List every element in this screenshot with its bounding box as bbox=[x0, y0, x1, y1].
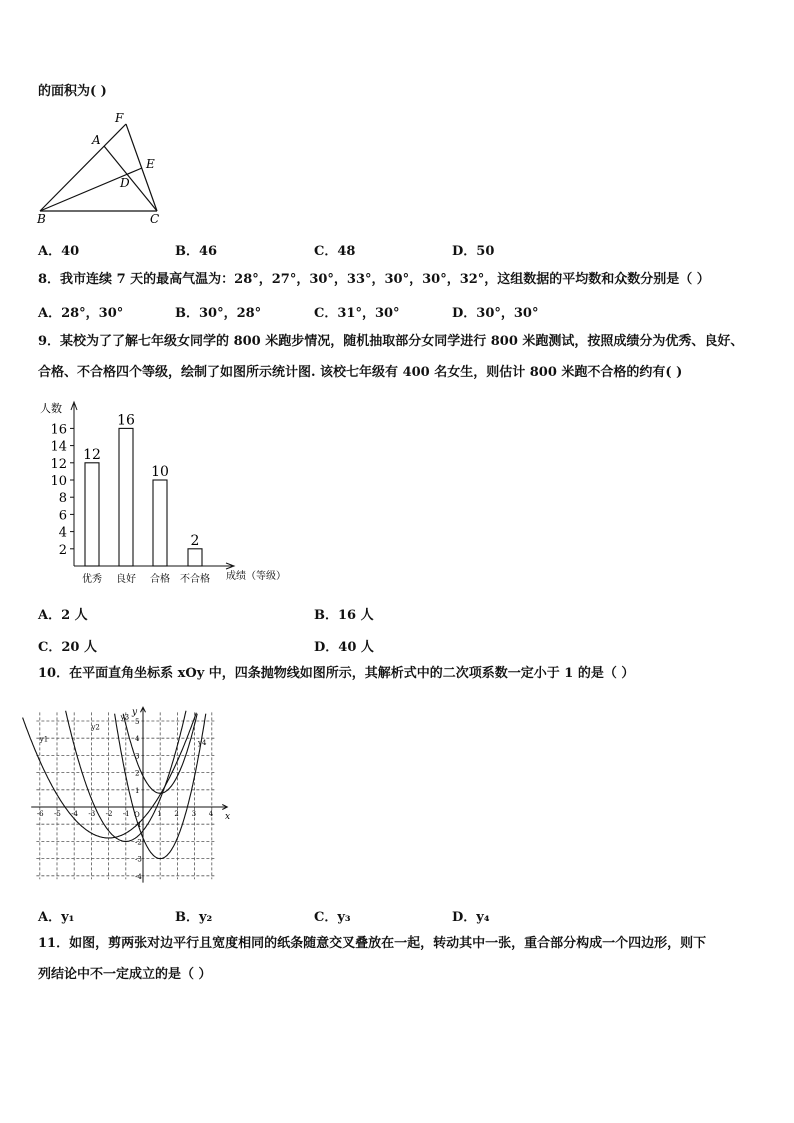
y-tick-label: -2 bbox=[135, 838, 142, 847]
label-A: A bbox=[92, 133, 101, 147]
q9-option-a[interactable]: A．2 人 bbox=[38, 608, 88, 623]
x-tick-label: -1 bbox=[122, 810, 130, 818]
q7-option-b[interactable]: B．46 bbox=[175, 244, 218, 259]
q9-bar-chart bbox=[38, 398, 298, 593]
q10-stem: 10．在平面直角坐标系 xOy 中，四条抛物线如图所示，其解析式中的二次项系数一定小于 1 的是（ ） bbox=[38, 666, 635, 681]
x-tick-label: -2 bbox=[105, 810, 113, 818]
q7-option-a[interactable]: A．40 bbox=[38, 244, 80, 259]
chart-y-tick-label: 14 bbox=[50, 439, 67, 455]
parabola-y1 bbox=[23, 713, 197, 838]
q8-option-b[interactable]: B．30°，28° bbox=[175, 306, 262, 321]
x-tick-label: 4 bbox=[208, 810, 214, 818]
chart-y-tick-label: 4 bbox=[58, 525, 67, 541]
y-tick-label: 3 bbox=[135, 752, 140, 761]
chart-ylabel: 人数 bbox=[40, 402, 62, 415]
y-tick-label: 5 bbox=[135, 718, 140, 726]
q7-triangle-figure bbox=[30, 108, 170, 228]
x-tick-label: -6 bbox=[36, 810, 44, 818]
chart-data-label: 10 bbox=[151, 464, 169, 480]
y-tick-label: 2 bbox=[135, 769, 140, 778]
q8-option-a[interactable]: A．28°，30° bbox=[38, 306, 124, 321]
q9-option-b[interactable]: B．16 人 bbox=[314, 608, 374, 623]
q9-stem-line2: 合格、不合格四个等级，绘制了如图所示统计图. 该校七年级有 400 名女生，则估计 800 米跑不合格的约有( ) bbox=[38, 365, 683, 380]
q11-stem-line1: 11．如图，剪两张对边平行且宽度相同的纸条随意交叉叠放在一起，转动其中一张，重合部分构成一个四边形，则下 bbox=[38, 936, 707, 951]
chart-y-tick-label: 10 bbox=[50, 474, 67, 489]
q7-option-c[interactable]: C．48 bbox=[314, 244, 356, 259]
q9-stem-line1: 9．某校为了了解七年级女同学的 800 米跑步情况，随机抽取部分女同学进行 800 米跑测试，按照成绩分为优秀、良好、 bbox=[38, 334, 744, 349]
curve-label-y3: y3 bbox=[120, 713, 130, 722]
chart-y-tick-label: 16 bbox=[50, 422, 67, 438]
y-tick-label: -4 bbox=[135, 872, 142, 881]
q10-option-c[interactable]: C．y₃ bbox=[314, 910, 351, 925]
q7-option-d[interactable]: D．50 bbox=[452, 244, 495, 259]
chart-xlabel: 成绩（等级） bbox=[226, 571, 286, 582]
chart-data-label: 2 bbox=[190, 532, 200, 549]
chart-bar bbox=[153, 480, 167, 566]
line-AC bbox=[104, 146, 157, 211]
q8-stem: 8．我市连续 7 天的最高气温为：28°，27°，30°，33°，30°，30°，32°，这组数据的平均数和众数分别是（ ） bbox=[38, 272, 710, 287]
chart-category-label: 优秀 bbox=[82, 574, 102, 585]
chart-y-tick-label: 8 bbox=[58, 491, 67, 507]
origin-label: O bbox=[134, 811, 140, 819]
q7-stem-tail: 的面积为( ) bbox=[38, 84, 107, 99]
x-tick-label: -3 bbox=[88, 810, 96, 818]
q8-option-c[interactable]: C．31°，30° bbox=[314, 306, 400, 321]
chart-y-tick-label: 12 bbox=[50, 456, 67, 472]
label-E: E bbox=[146, 157, 155, 171]
chart-bar bbox=[85, 463, 99, 566]
x-tick-label: -5 bbox=[54, 810, 61, 818]
chart-data-label: 16 bbox=[117, 412, 135, 429]
curve-label-y2: y2 bbox=[91, 723, 100, 732]
label-F: F bbox=[115, 111, 124, 125]
y-tick-label: -3 bbox=[135, 855, 142, 864]
line-BF bbox=[40, 124, 126, 211]
chart-bar bbox=[188, 549, 202, 566]
x-tick-label: 3 bbox=[191, 810, 197, 818]
chart-category-label: 不合格 bbox=[180, 574, 210, 585]
curve-label-y4: y4 bbox=[198, 739, 207, 748]
chart-y-tick-label: 2 bbox=[58, 542, 67, 558]
x-tick-label: 2 bbox=[174, 810, 179, 818]
q11-stem-line2: 列结论中不一定成立的是（ ） bbox=[38, 967, 212, 982]
q9-option-c[interactable]: C．20 人 bbox=[38, 640, 97, 655]
chart-bar bbox=[119, 428, 133, 566]
x-tick-label: -4 bbox=[71, 810, 79, 818]
y-tick-label: 4 bbox=[135, 735, 140, 744]
q10-option-a[interactable]: A．y₁ bbox=[38, 910, 75, 925]
label-B: B bbox=[37, 212, 46, 226]
y-axis-label: y bbox=[132, 707, 138, 718]
label-C: C bbox=[150, 212, 160, 226]
x-tick-label: 1 bbox=[157, 810, 162, 818]
x-axis-label: x bbox=[225, 812, 231, 822]
q10-option-d[interactable]: D．y₄ bbox=[452, 910, 490, 925]
curve-label-y1: y1 bbox=[39, 735, 49, 744]
chart-data-label: 12 bbox=[83, 446, 101, 463]
q8-option-d[interactable]: D．30°，30° bbox=[452, 306, 539, 321]
y-tick-label: -1 bbox=[135, 821, 142, 830]
q10-option-b[interactable]: B．y₂ bbox=[175, 910, 213, 925]
q9-option-d[interactable]: D．40 人 bbox=[314, 640, 374, 655]
chart-y-tick-label: 6 bbox=[58, 508, 67, 524]
chart-category-label: 良好 bbox=[116, 574, 136, 585]
label-D: D bbox=[120, 176, 130, 190]
chart-category-label: 合格 bbox=[150, 574, 170, 585]
y-tick-label: 1 bbox=[135, 786, 140, 795]
q10-parabola-graph bbox=[38, 700, 253, 885]
